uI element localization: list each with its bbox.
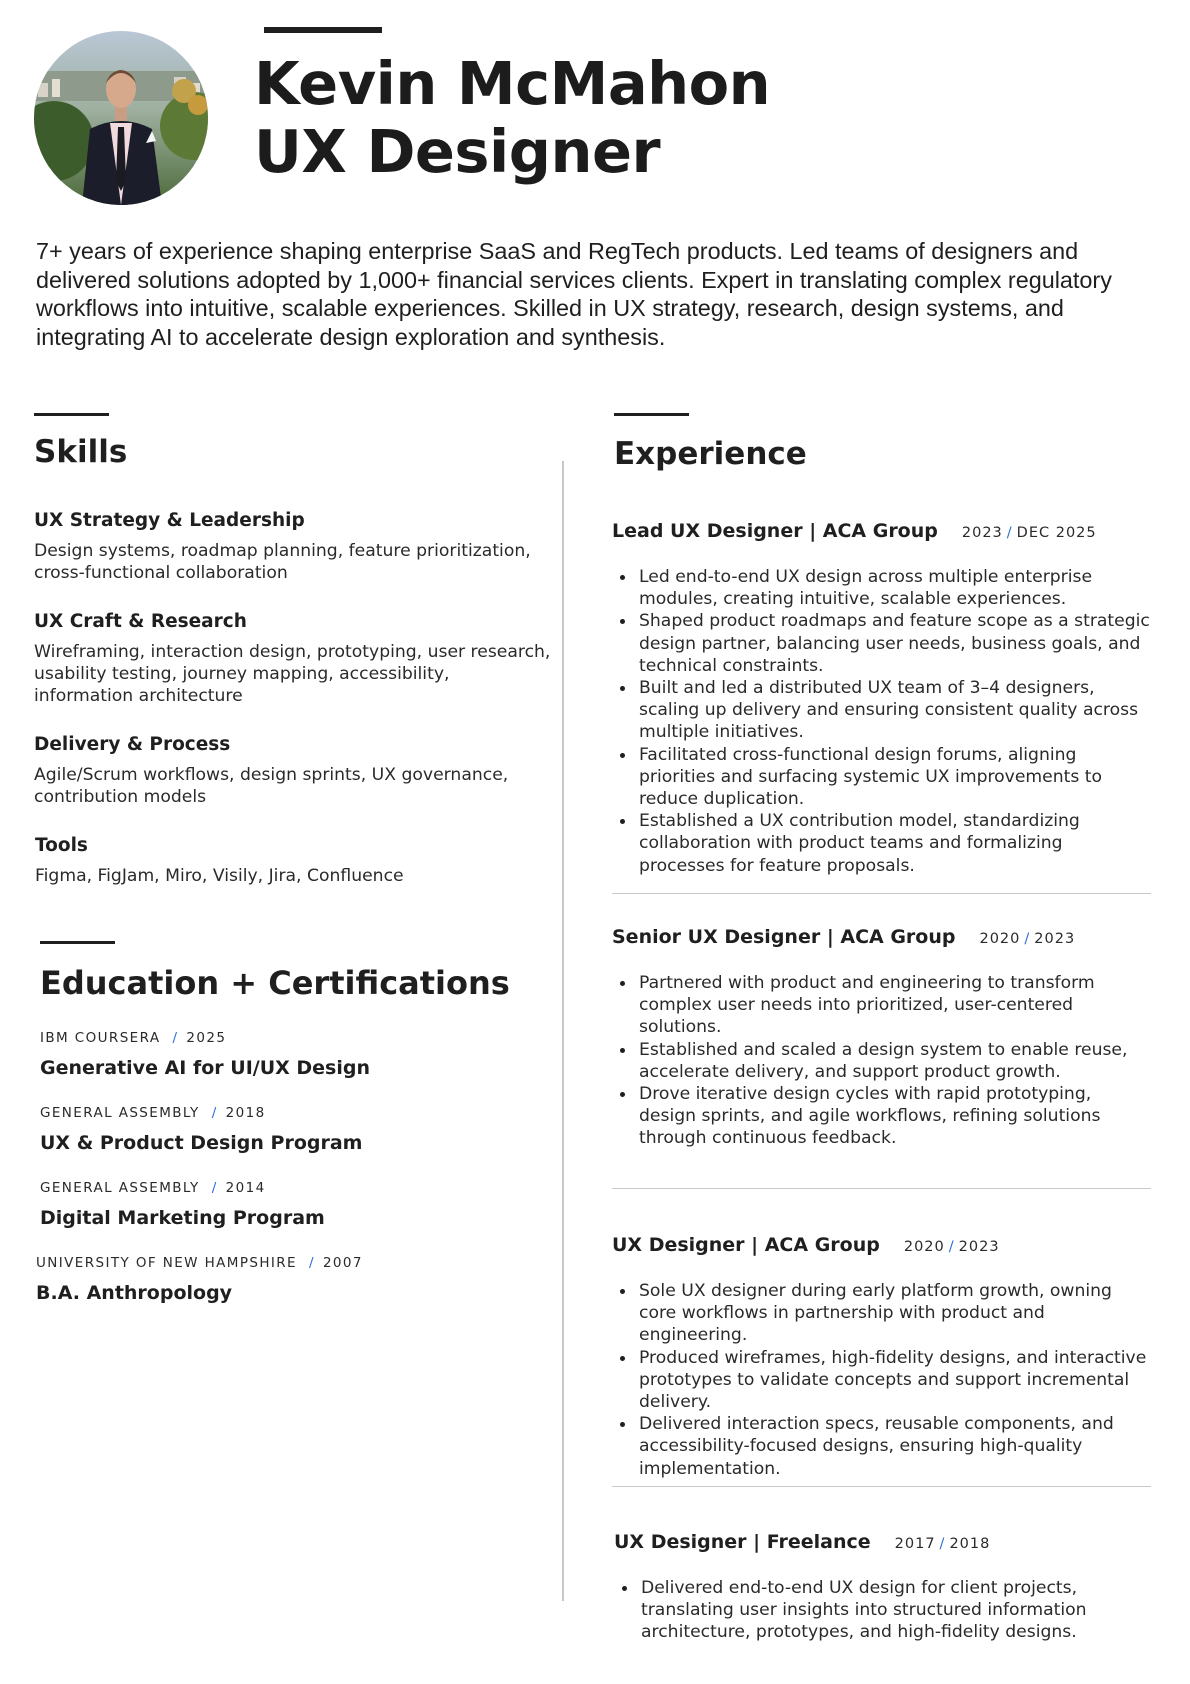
job-bullet: Produced wireframes, high-fidelity designs, and interactive prototypes to validate concepts and support incremental delivery. — [612, 1347, 1152, 1414]
education-item — [40, 1029, 370, 1081]
job-header — [612, 1232, 1152, 1260]
job-divider — [612, 1486, 1151, 1487]
job-end: 2023 — [1034, 931, 1076, 947]
job-bullets — [612, 1280, 1152, 1480]
job-end: 2018 — [949, 1536, 991, 1552]
education-year: 2018 — [225, 1105, 266, 1121]
job-bullet: Delivered end-to-end UX design for client projects, translating user insights into structured information architecture, prototypes, and high-fidelity designs. — [614, 1577, 1154, 1644]
skill-group-text: Wireframing, interaction design, prototyping, user research, usability testing, journey mapping, accessibility, information architecture — [34, 642, 551, 706]
skill-group — [34, 609, 554, 707]
job-dates — [895, 1536, 991, 1552]
job-dates — [904, 1239, 1000, 1255]
education-meta — [40, 1029, 370, 1047]
job-header — [614, 1529, 1154, 1557]
education-org: IBM COURSERA — [40, 1030, 161, 1046]
education-meta — [40, 1179, 325, 1197]
education-item — [40, 1179, 325, 1231]
job-entry — [612, 518, 1152, 877]
education-org: GENERAL ASSEMBLY — [40, 1105, 200, 1121]
job-end: 2023 — [958, 1239, 1000, 1255]
education-heading: Education + Certifications — [40, 964, 510, 1002]
job-title: UX Designer | ACA Group — [612, 1234, 880, 1256]
skills-rule — [34, 413, 109, 416]
experience-rule — [614, 413, 689, 416]
job-entry — [612, 924, 1152, 1150]
person-name: Kevin McMahon — [254, 49, 771, 118]
skill-group — [34, 732, 554, 808]
job-bullet: Sole UX designer during early platform growth, owning core workflows in partnership with product and engineering. — [612, 1280, 1152, 1347]
job-bullets — [612, 566, 1152, 877]
job-divider — [612, 1188, 1151, 1189]
education-org: GENERAL ASSEMBLY — [40, 1180, 200, 1196]
education-item — [40, 1104, 362, 1156]
education-title: Generative AI for UI/UX Design — [40, 1057, 370, 1079]
job-divider — [612, 893, 1151, 894]
profile-photo — [34, 31, 208, 205]
job-bullets — [612, 972, 1152, 1150]
job-title: Lead UX Designer | ACA Group — [612, 520, 938, 542]
job-entry — [614, 1529, 1154, 1644]
education-meta — [36, 1254, 363, 1272]
skill-group — [35, 833, 555, 887]
job-bullet: Built and led a distributed UX team of 3–4 designers, scaling up delivery and ensuring consistent quality across multiple initiatives. — [612, 677, 1152, 744]
job-bullet: Partnered with product and engineering to transform complex user needs into prioritized, user-centered solutions. — [612, 972, 1152, 1039]
skill-group-title: Delivery & Process — [34, 734, 231, 755]
job-start: 2020 — [979, 931, 1021, 947]
education-year: 2014 — [225, 1180, 266, 1196]
skill-group-text: Figma, FigJam, Miro, Visily, Jira, Confluence — [35, 866, 404, 886]
job-bullet: Facilitated cross-functional design forums, aligning priorities and surfacing systemic UX improvements to reduce duplication. — [612, 744, 1152, 811]
skill-group-text: Agile/Scrum workflows, design sprints, UX governance, contribution models — [34, 765, 509, 807]
education-title: B.A. Anthropology — [36, 1282, 233, 1304]
education-rule — [40, 941, 115, 944]
skill-group-title: UX Craft & Research — [34, 611, 247, 632]
person-role: UX Designer — [254, 117, 661, 186]
job-header — [612, 518, 1152, 546]
date-separator: / — [939, 1536, 946, 1552]
job-start: 2023 — [961, 525, 1003, 541]
job-bullet: Drove iterative design cycles with rapid prototyping, design sprints, and agile workflows, refining solutions through continuous feedback. — [612, 1083, 1152, 1150]
name-accent-bar — [264, 27, 382, 33]
column-divider — [562, 461, 564, 1601]
job-bullets — [614, 1577, 1154, 1644]
education-item — [36, 1254, 363, 1306]
job-header — [612, 924, 1152, 952]
education-title: UX & Product Design Program — [40, 1132, 363, 1154]
job-bullet: Shaped product roadmaps and feature scope as a strategic design partner, balancing user needs, business goals, and technical constraints. — [612, 610, 1152, 677]
profile-summary: 7+ years of experience shaping enterprise SaaS and RegTech products. Led teams of designers and delivered solutions adopted by 1,000+ financial services clients. Expert in translating complex regulatory workflows into intuitive, scalable experiences. Skilled in UX strategy, research, design systems, and integrating AI to accelerate design exploration and synthesis. — [36, 238, 1112, 350]
skill-group-text: Design systems, roadmap planning, feature prioritization, cross-functional collaboration — [34, 541, 531, 583]
date-separator: / — [1006, 525, 1013, 541]
skill-group-title: UX Strategy & Leadership — [34, 510, 305, 531]
education-meta — [40, 1104, 362, 1122]
date-separator: / — [172, 1030, 179, 1046]
job-dates — [962, 525, 1097, 541]
header-title — [254, 50, 770, 186]
job-end: DEC 2025 — [1016, 525, 1097, 541]
experience-heading: Experience — [614, 436, 807, 472]
job-bullet: Led end-to-end UX design across multiple enterprise modules, creating intuitive, scalable experiences. — [612, 566, 1152, 610]
date-separator: / — [211, 1105, 218, 1121]
skill-group — [34, 508, 554, 584]
job-bullet: Established a UX contribution model, standardizing collaboration with product teams and formalizing processes for feature proposals. — [612, 810, 1152, 877]
date-separator: / — [948, 1239, 955, 1255]
skill-group-title: Tools — [35, 835, 88, 856]
skills-heading: Skills — [34, 434, 128, 470]
education-title: Digital Marketing Program — [40, 1207, 325, 1229]
education-org: UNIVERSITY OF NEW HAMPSHIRE — [36, 1255, 297, 1271]
job-start: 2020 — [903, 1239, 945, 1255]
job-bullet: Established and scaled a design system to enable reuse, accelerate delivery, and support product growth. — [612, 1039, 1152, 1083]
job-start: 2017 — [894, 1536, 936, 1552]
job-entry — [612, 1232, 1152, 1480]
education-year: 2025 — [186, 1030, 227, 1046]
job-title: UX Designer | Freelance — [614, 1531, 871, 1553]
job-dates — [979, 931, 1075, 947]
date-separator: / — [211, 1180, 218, 1196]
job-bullet: Delivered interaction specs, reusable components, and accessibility-focused designs, ensuring high-quality implementation. — [612, 1413, 1152, 1480]
date-separator: / — [308, 1255, 315, 1271]
date-separator: / — [1024, 931, 1031, 947]
education-year: 2007 — [322, 1255, 363, 1271]
job-title: Senior UX Designer | ACA Group — [612, 926, 956, 948]
